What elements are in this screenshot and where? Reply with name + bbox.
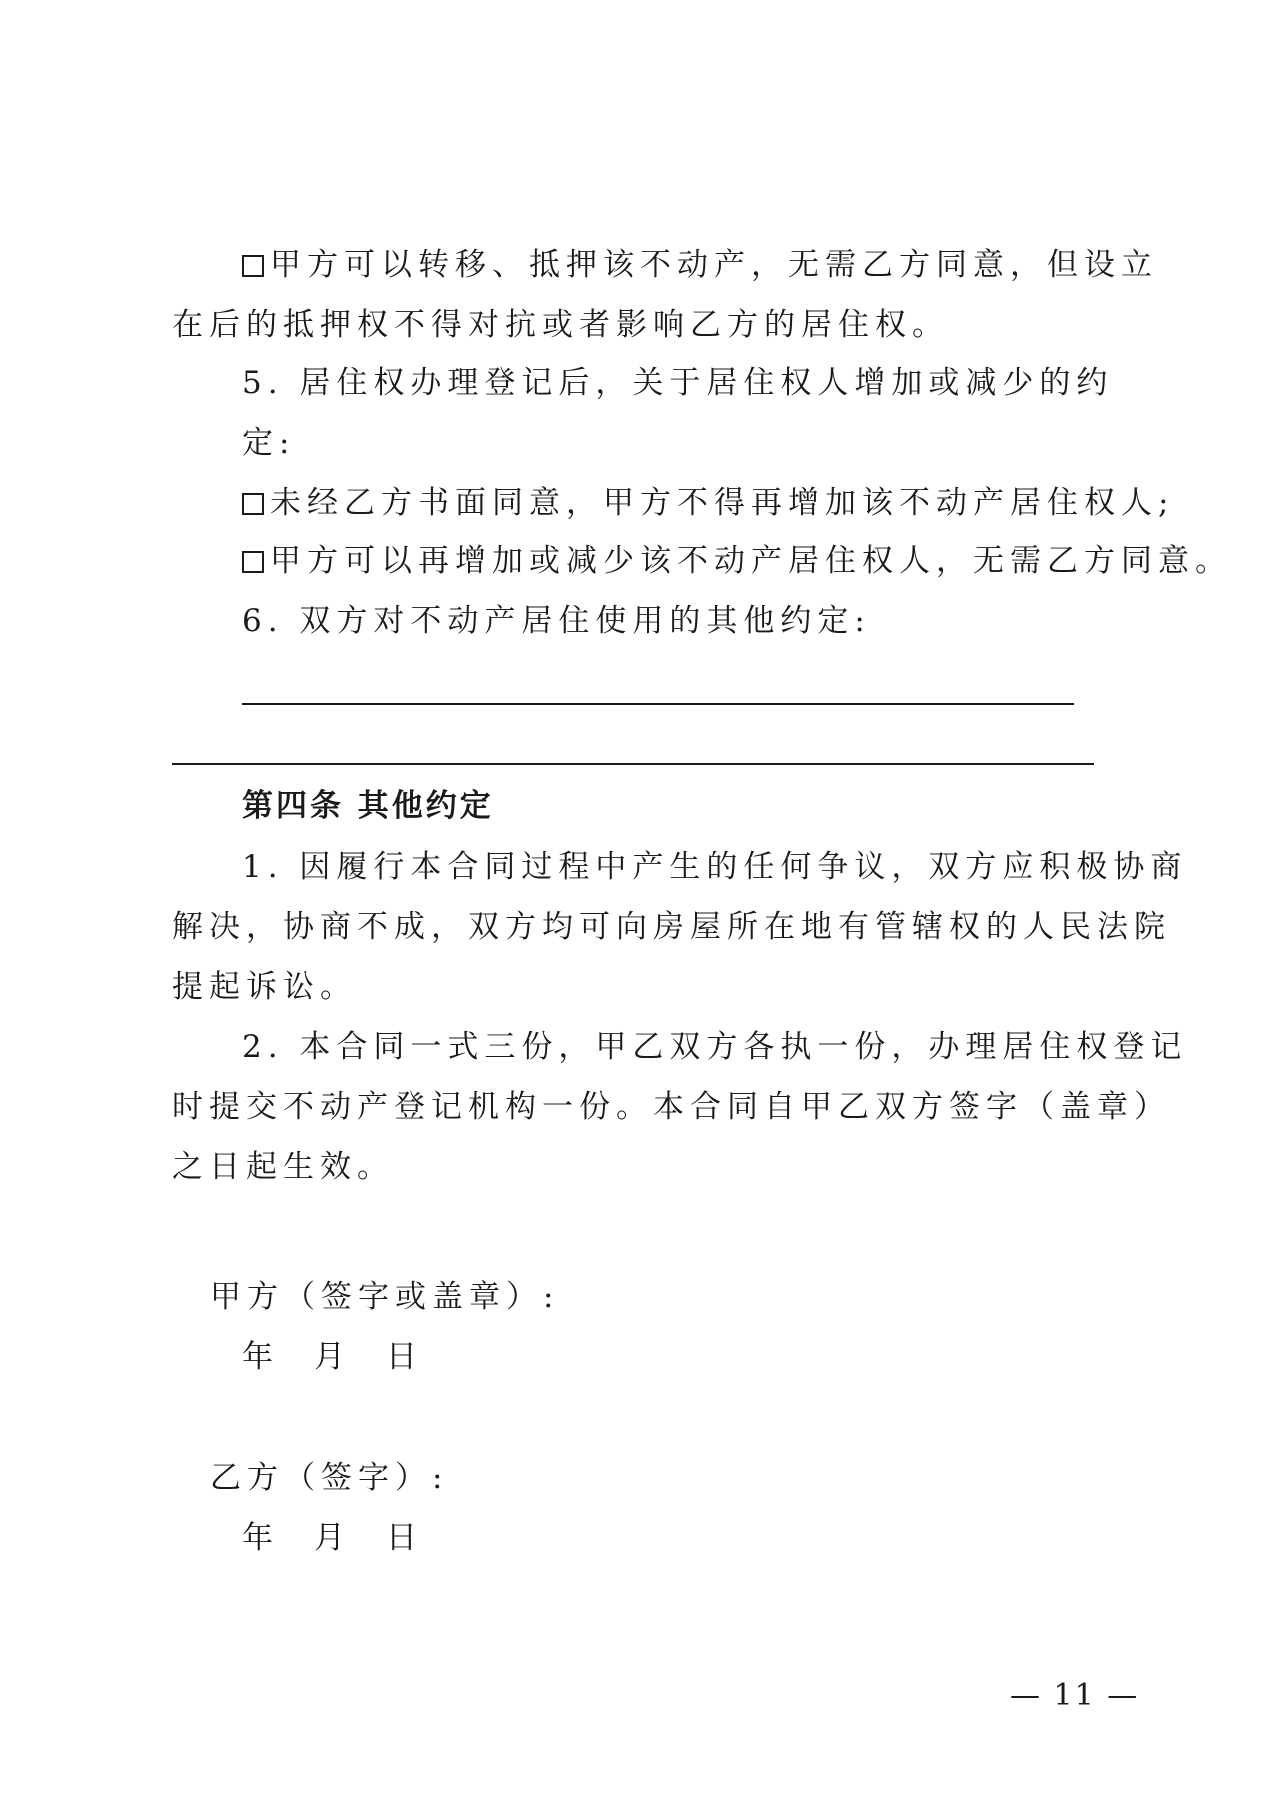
date-year: 年 [242,1520,273,1556]
date-year: 年 [242,1339,273,1375]
item-5-line1: 5. 居住权办理登记后，关于居住权人增加或减少的约 [242,365,1114,401]
checkbox-option-no-add[interactable] [242,493,264,515]
option-mortgage-line1: 甲方可以转移、抵押该不动产，无需乙方同意，但设立 [242,245,1158,285]
party-b-date [242,1518,417,1558]
party-b-signature-label: 乙方（签字）: [210,1460,449,1496]
party-a-signature-label: 甲方（签字或盖章）: [210,1279,560,1315]
date-month: 月 [314,1339,345,1375]
blank-fill-line-2[interactable] [172,763,1094,765]
option-can-add-residents: 甲方可以再增加或减少该不动产居住权人，无需乙方同意。 [242,541,1232,581]
checkbox-option-mortgage[interactable] [242,255,264,277]
option-no-add-residents: 未经乙方书面同意，甲方不得再增加该不动产居住权人; [242,483,1174,523]
section-4-item1-line3: 提起诉讼。 [172,969,357,1005]
date-month: 月 [314,1520,345,1556]
party-a-date [242,1337,417,1377]
blank-fill-line-1[interactable] [242,703,1074,705]
section-4-item1-line1: 1. 因履行本合同过程中产生的任何争议，双方应积极协商 [242,849,1188,885]
date-day: 日 [386,1339,417,1375]
item-5-line2: 定: [242,425,296,461]
section-4-item2-line2: 时提交不动产登记机构一份。本合同自甲乙双方签字（盖章） [172,1089,1171,1125]
item-6: 6. 双方对不动产居住使用的其他约定: [242,603,871,639]
option-mortgage-line2: 在后的抵押权不得对抗或者影响乙方的居住权。 [172,307,949,343]
section-4-item1-line2: 解决，协商不成，双方均可向房屋所在地有管辖权的人民法院 [172,909,1171,945]
section-4-heading: 第四条 其他约定 [242,788,494,824]
date-day: 日 [386,1520,417,1556]
section-4-item2-line1: 2. 本合同一式三份，甲乙双方各执一份，办理居住权登记 [242,1029,1188,1065]
section-4-item2-line3: 之日起生效。 [172,1149,394,1185]
page-number: — 11 — [1010,1678,1140,1713]
checkbox-option-can-add[interactable] [242,551,264,573]
